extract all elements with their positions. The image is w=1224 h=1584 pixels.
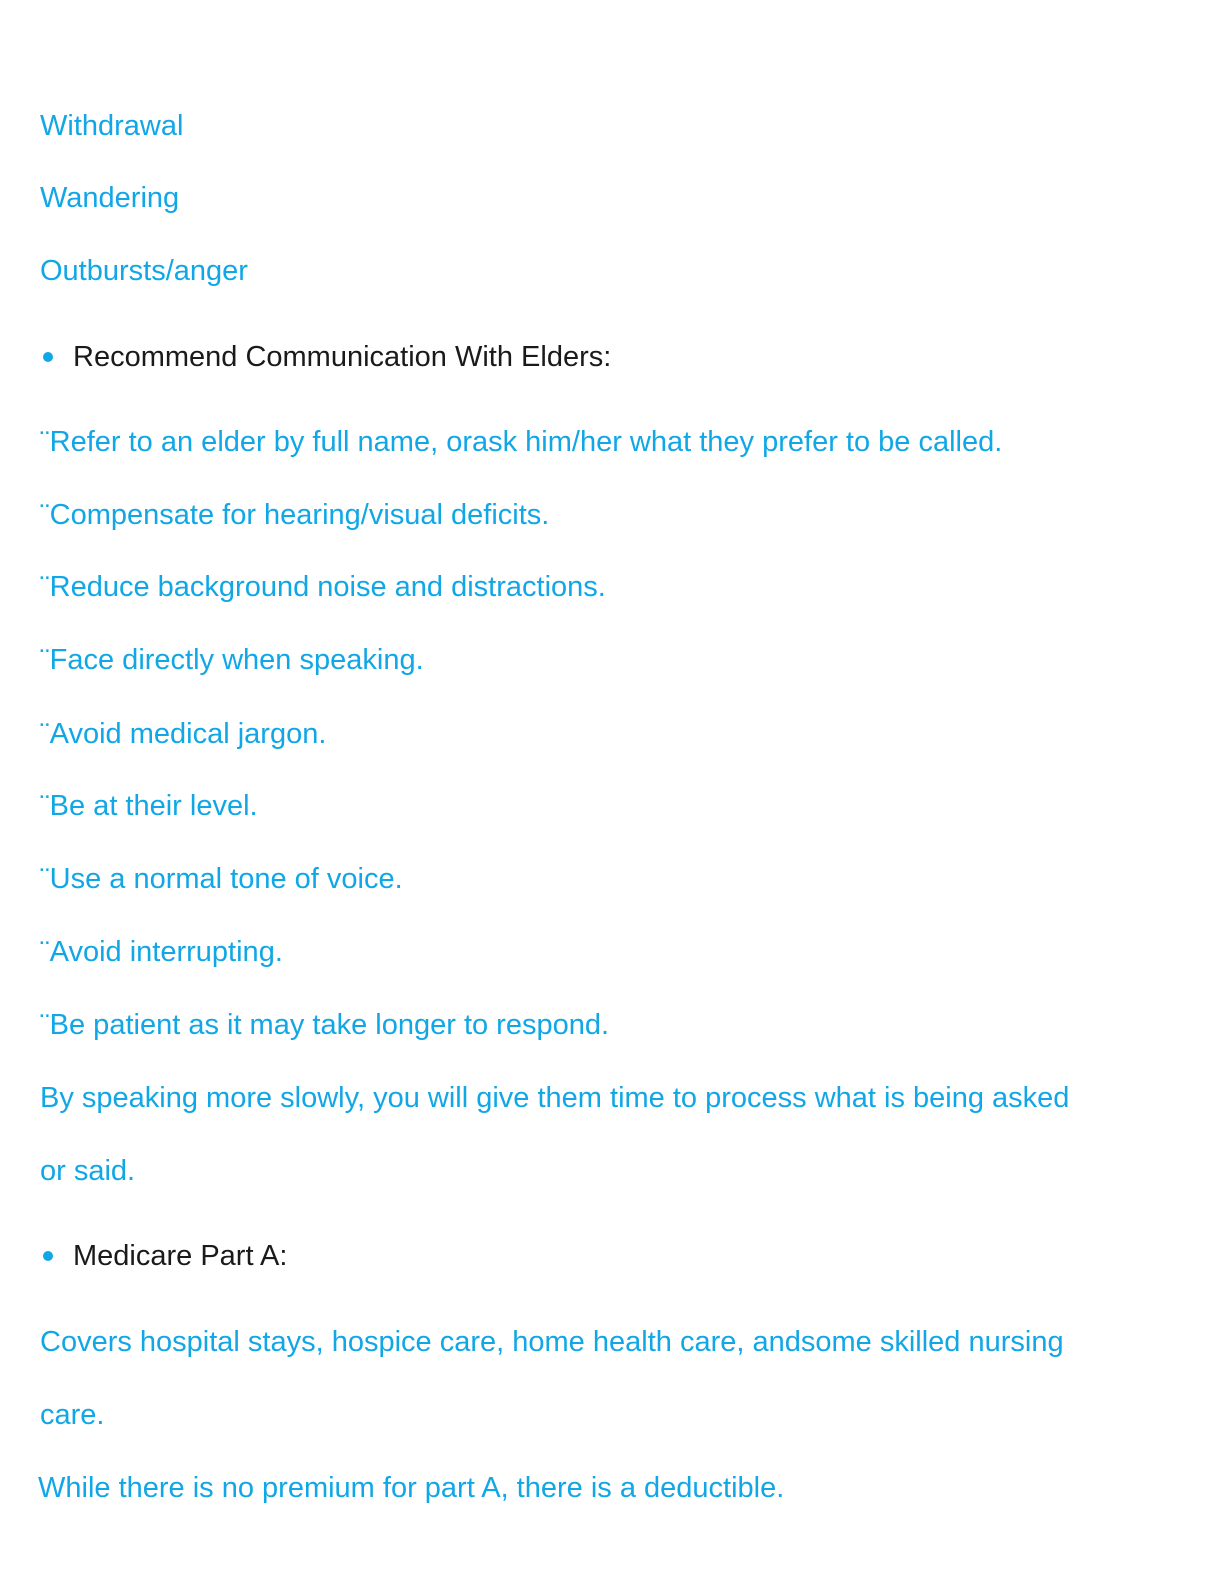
medicare-heading-text: Medicare Part A: — [73, 1240, 288, 1272]
symptom-item: Withdrawal — [40, 110, 184, 142]
communication-closing-line: or said. — [40, 1155, 136, 1187]
communication-item: ¨Compensate for hearing/visual deficits. — [40, 499, 550, 531]
medicare-text-line: care. — [40, 1399, 105, 1431]
communication-item: ¨Be at their level. — [40, 790, 258, 822]
communication-item: ¨Avoid medical jargon. — [40, 718, 327, 750]
medicare-heading — [40, 1238, 287, 1274]
communication-item: ¨Use a normal tone of voice. — [40, 863, 403, 895]
communication-item: ¨Avoid interrupting. — [40, 936, 283, 968]
symptom-item: Wandering — [40, 182, 180, 214]
bullet-icon — [43, 1251, 53, 1261]
communication-item: ¨Be patient as it may take longer to respond. — [40, 1009, 610, 1041]
communication-item: ¨Refer to an elder by full name, orask him/her what they prefer to be called. — [40, 426, 1003, 458]
medicare-text-line: While there is no premium for part A, there is a deductible. — [38, 1472, 785, 1504]
communication-closing-line: By speaking more slowly, you will give them time to process what is being asked — [40, 1082, 1070, 1114]
communication-heading — [40, 339, 611, 375]
communication-item: ¨Face directly when speaking. — [40, 644, 424, 676]
communication-item: ¨Reduce background noise and distractions. — [40, 571, 606, 603]
medicare-text-line: Covers hospital stays, hospice care, home health care, andsome skilled nursing — [40, 1326, 1064, 1358]
symptom-item: Outbursts/anger — [40, 255, 248, 287]
bullet-icon — [43, 352, 53, 362]
communication-heading-text: Recommend Communication With Elders: — [73, 341, 612, 373]
